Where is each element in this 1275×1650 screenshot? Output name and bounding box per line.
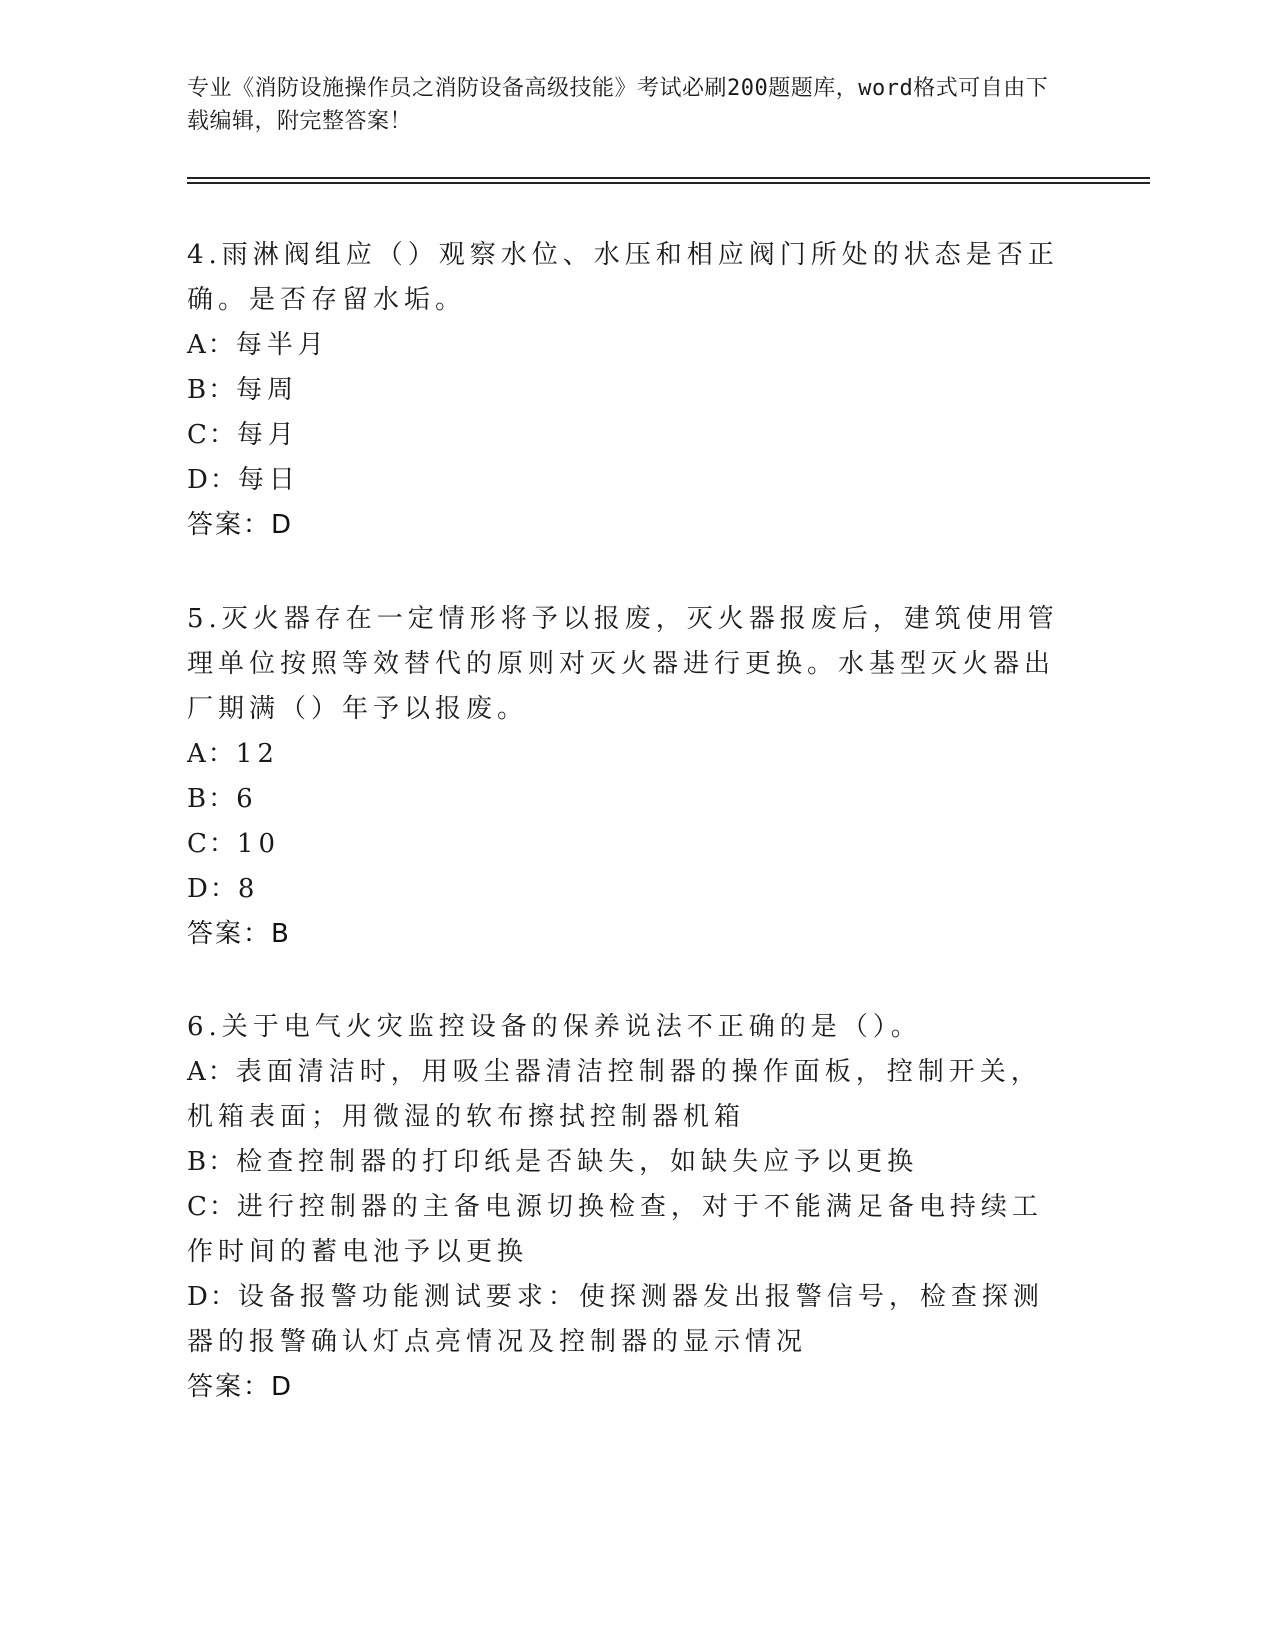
option-text: 8 [237, 874, 260, 904]
header-divider-bottom [187, 182, 1150, 184]
option-d [187, 458, 1067, 503]
option-label: D： [187, 465, 238, 495]
option-text: 每月 [236, 420, 299, 450]
option-label: B： [187, 784, 237, 814]
option-a [187, 732, 1067, 777]
option-label: C： [187, 829, 237, 859]
option-text: 每半月 [235, 330, 329, 360]
option-label: B： [187, 375, 237, 405]
option-label: D： [187, 1282, 238, 1312]
option-label: C： [187, 1192, 237, 1222]
header-divider-top [187, 177, 1150, 179]
option-text: 进行控制器的主备电源切换检查，对于不能满足备电持续工作时间的蓄电池予以更换 [187, 1192, 1043, 1267]
option-label: C： [187, 420, 237, 450]
option-b [187, 777, 1067, 822]
option-label: A： [187, 739, 236, 769]
answer-line: 答案：B [187, 919, 291, 949]
option-label: D： [187, 874, 238, 904]
answer-line: 答案：D [187, 510, 294, 540]
option-a [187, 1050, 1067, 1140]
question-stem: 6.关于电气火灾监控设备的保养说法不正确的是（）。 [187, 1012, 922, 1042]
option-c [187, 1185, 1067, 1275]
option-c [187, 413, 1067, 458]
option-b [187, 368, 1067, 413]
option-label: A： [187, 330, 236, 360]
option-label: B： [187, 1147, 237, 1177]
question-5 [187, 597, 1067, 957]
option-c [187, 822, 1067, 867]
question-stem: 4.雨淋阀组应（）观察水位、水压和相应阀门所处的状态是否正确。是否存留水垢。 [187, 240, 1059, 315]
option-text: 每周 [236, 375, 299, 405]
option-text: 6 [236, 784, 258, 814]
option-a [187, 323, 1067, 368]
option-text: 表面清洁时，用吸尘器清洁控制器的操作面板，控制开关，机箱表面；用微湿的软布擦拭控制器机箱 [187, 1057, 1042, 1132]
option-d [187, 867, 1067, 912]
option-b [187, 1140, 1067, 1185]
answer-line: 答案：D [187, 1372, 294, 1402]
option-label: A： [187, 1057, 236, 1087]
option-text: 设备报警功能测试要求：使探测器发出报警信号，检查探测器的报警确认灯点亮情况及控制器的显示情况 [187, 1282, 1044, 1357]
question-stem: 5.灭火器存在一定情形将予以报废，灭火器报废后，建筑使用管理单位按照等效替代的原则对灭火器进行更换。水基型灭火器出厂期满（）年予以报废。 [187, 604, 1059, 724]
option-text: 12 [235, 739, 279, 769]
option-text: 10 [236, 829, 280, 859]
option-text: 每日 [237, 465, 300, 495]
option-d [187, 1275, 1067, 1365]
option-text: 检查控制器的打印纸是否缺失，如缺失应予以更换 [236, 1147, 919, 1177]
document-header: 专业《消防设施操作员之消防设备高级技能》考试必刷200题题库，word格式可自由下载编辑，附完整答案！ [187, 76, 1049, 134]
question-6 [187, 1005, 1067, 1410]
question-4 [187, 233, 1067, 548]
